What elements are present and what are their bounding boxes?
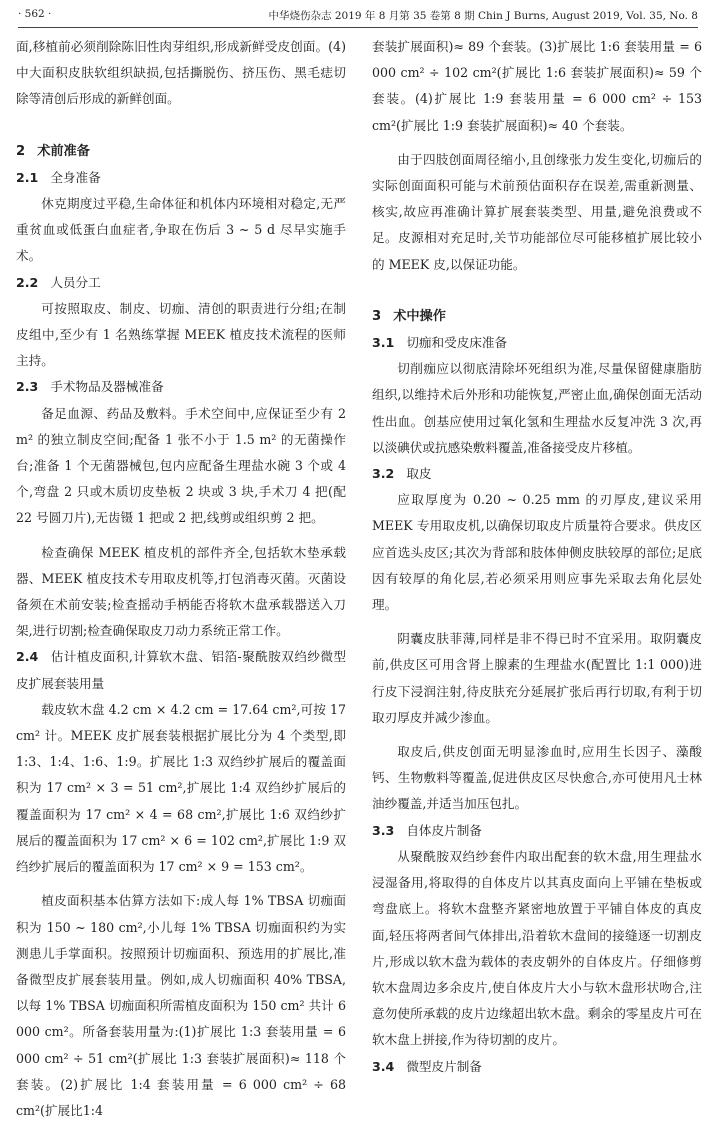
section-2-1-heading: 2.1 全身准备 [16,169,101,185]
paragraph-2-2: 可按照取皮、制皮、切痂、清创的职责进行分组;在制皮组中,至少有 1 名熟练掌握 MEEK 植皮技术流程的医师主持。 [16,300,346,369]
right-column [372,34,702,1080]
paragraph-3-2-b: 阴囊皮肤菲薄,同样是非不得已时不宜采用。取阴囊皮前,供皮区可用含肾上腺素的生理盐水(配置比 1:1 000)进行皮下浸润注射,待皮肤充分延展扩张后再行切取,有利于切取刃厚皮并减少渗血。 [372,631,702,725]
paragraph-3-2-c: 取皮后,供皮创面无明显渗血时,应用生长因子、藻酸钙、生物敷料等覆盖,促进供皮区尽快愈合,亦可使用凡士林油纱覆盖,并适当加压包扎。 [372,744,702,812]
paragraph-3-2-a: 应取厚度为 0.20 ~ 0.25 mm 的刃厚皮,建议采用 MEEK 专用取皮机,以确保切取皮片质量符合要求。供皮区应首选头皮区;其次为背部和肢体伸侧皮肤较厚的部位;足底因有较厚的角化层,若必须采用则应事先采取去角化层处理。 [372,492,702,613]
page-header [18,8,698,24]
paragraph-3-3: 从聚酰胺双绉纱套件内取出配套的软木盘,用生理盐水浸湿备用,将取得的自体皮片以其真皮面向上平铺在垫板或弯盘底上。将软木盘整齐紧密地放置于平铺自体皮的真皮面,轻压将两者间气体排出,沿着软木盘间的接缝逐一切割皮片,形成以软木盘为载体的表皮朝外的自体皮片。仔细修剪软木盘周边多余皮片,使自体皮片大小与软木盘形状吻合,注意勿使所承载的皮片边缘超出软木盘。剩余的零星皮片可在软木盘上拼接,作为待切割的皮片。 [372,848,702,1048]
section-3-1-heading: 3.1 切痂和受皮床准备 [372,335,508,351]
section-2-4-heading: 2.4 估计植皮面积,计算软木盘、铝箔-聚酰胺双绉纱微型皮扩展套装用量 [16,649,346,691]
section-2-2-heading: 2.2 人员分工 [16,274,101,290]
section-3-4-heading: 3.4 微型皮片制备 [372,1058,482,1074]
header-rule [18,27,698,28]
paragraph-2-1: 休克期度过平稳,生命体征和机体内环境相对稳定,无严重贫血或低蛋白血症者,争取在伤后 3 ~ 5 d 尽早实施手术。 [16,196,346,264]
paragraph-2-3-a: 备足血源、药品及敷料。手术空间中,应保证至少有 2 m² 的独立制皮空间;配备 1 张不小于 1.5 m² 的无菌操作台;准备 1 个无菌器械包,包内应配备生理盐水碗 3 个或 4 个,弯盘 2 只或木质切皮垫板 2 块或 3 块,手术刀 4 把(配 22 号圆刀片),无齿镊 1 把或 2 把,线剪或组织剪 2 把。 [16,405,346,526]
journal-citation: 中华烧伤杂志 2019 年 8 月第 35 卷第 8 期 Chin J Burns, August 2019, Vol. 35, No. 8 [268,10,698,22]
paragraph-3-1: 切削痂应以彻底清除坏死组织为准,尽量保留健康脂肪组织,以维持术后外形和功能恢复,严密止血,确保创面无活动性出血。创基应使用过氧化氢和生理盐水反复冲洗 3 次,再以淡碘伏或抗感染敷料覆盖,准备接受皮片移植。 [372,361,702,455]
section-2-heading: 2 术前准备 [16,143,90,159]
section-3-2-heading: 3.2 取皮 [372,466,432,482]
page-number: · 562 · [18,8,52,20]
paragraph-2-3-b: 检查确保 MEEK 植皮机的部件齐全,包括软木垫承载器、MEEK 植皮技术专用取皮机等,打包消毒灭菌。灭菌设备须在术前安装;检查摇动手柄能否将软木盘承载器送入刀架,进行切割;检查确保取皮刀动力系统正常工作。 [16,544,346,639]
paragraph-2-4-continuation: 套装扩展面积)≈ 89 个套装。(3)扩展比 1:6 套装用量 = 6 000 cm² ÷ 102 cm²(扩展比 1:6 套装扩展面积)≈ 59 个套装。(4)扩展比 1:9 套装用量 = 6 000 cm² ÷ 153 cm²(扩展比 1:9 套装扩展面积)≈ 40 个套装。 [372,39,702,133]
section-3-3-heading: 3.3 自体皮片制备 [372,822,482,838]
paragraph-2-4-b: 植皮面积基本估算方法如下:成人每 1% TBSA 切痂面积为 150 ~ 180 cm²,小儿每 1% TBSA 切痂面积约为实测患儿手掌面积。按照预计切痂面积、预选用的扩展比,准备微型皮扩展套装用量。例如,成人切痂面积 40% TBSA,以每 1% TBSA 切痂面积所需植皮面积为 150 cm² 共计 6 000 cm²。所备套装用量为:(1)扩展比 1:3 套装用量 = 6 000 cm² ÷ 51 cm²(扩展比 1:3 套装扩展面积)≈ 118 个套装。(2)扩展比 1:4 套装用量 = 6 000 cm² ÷ 68 cm²(扩展比1:4 [16,893,346,1118]
paragraph-limb-shrink: 由于四肢创面周径缩小,且创缘张力发生变化,切痂后的实际创面面积可能与术前预估面积存在误差,需重新测量、核实,故应再准确计算扩展套装类型、用量,避免浪费或不足。皮源相对充足时,关节功能部位尽可能移植扩展比较小的 MEEK 皮,以保证功能。 [372,151,702,272]
paragraph-intro-continuation: 面,移植前必须削除陈旧性肉芽组织,形成新鲜受皮创面。(4)中大面积皮肤软组织缺损,包括撕脱伤、挤压伤、黑毛痣切除等清创后形成的新鲜创面。 [16,39,346,107]
section-2-3-heading: 2.3 手术物品及器械准备 [16,379,164,395]
paragraph-2-4-a: 载皮软木盘 4.2 cm × 4.2 cm = 17.64 cm²,可按 17 cm² 计。MEEK 皮扩展套装根据扩展比分为 4 个类型,即 1:3、1:4、1:6、1:9。扩展比 1:3 双绉纱扩展后的覆盖面积为 17 cm² × 3 = 51 cm²,扩展比 1:4 双绉纱扩展后的覆盖面积为 17 cm² × 4 = 68 cm²,扩展比 1:6 双绉纱扩展后的覆盖面积为 17 cm² × 6 = 102 cm²,扩展比 1:9 双绉纱扩展后的覆盖面积为 17 cm² × 9 = 153 cm²。 [16,701,346,875]
left-column [16,34,346,1124]
section-3-heading: 3 术中操作 [372,308,446,324]
